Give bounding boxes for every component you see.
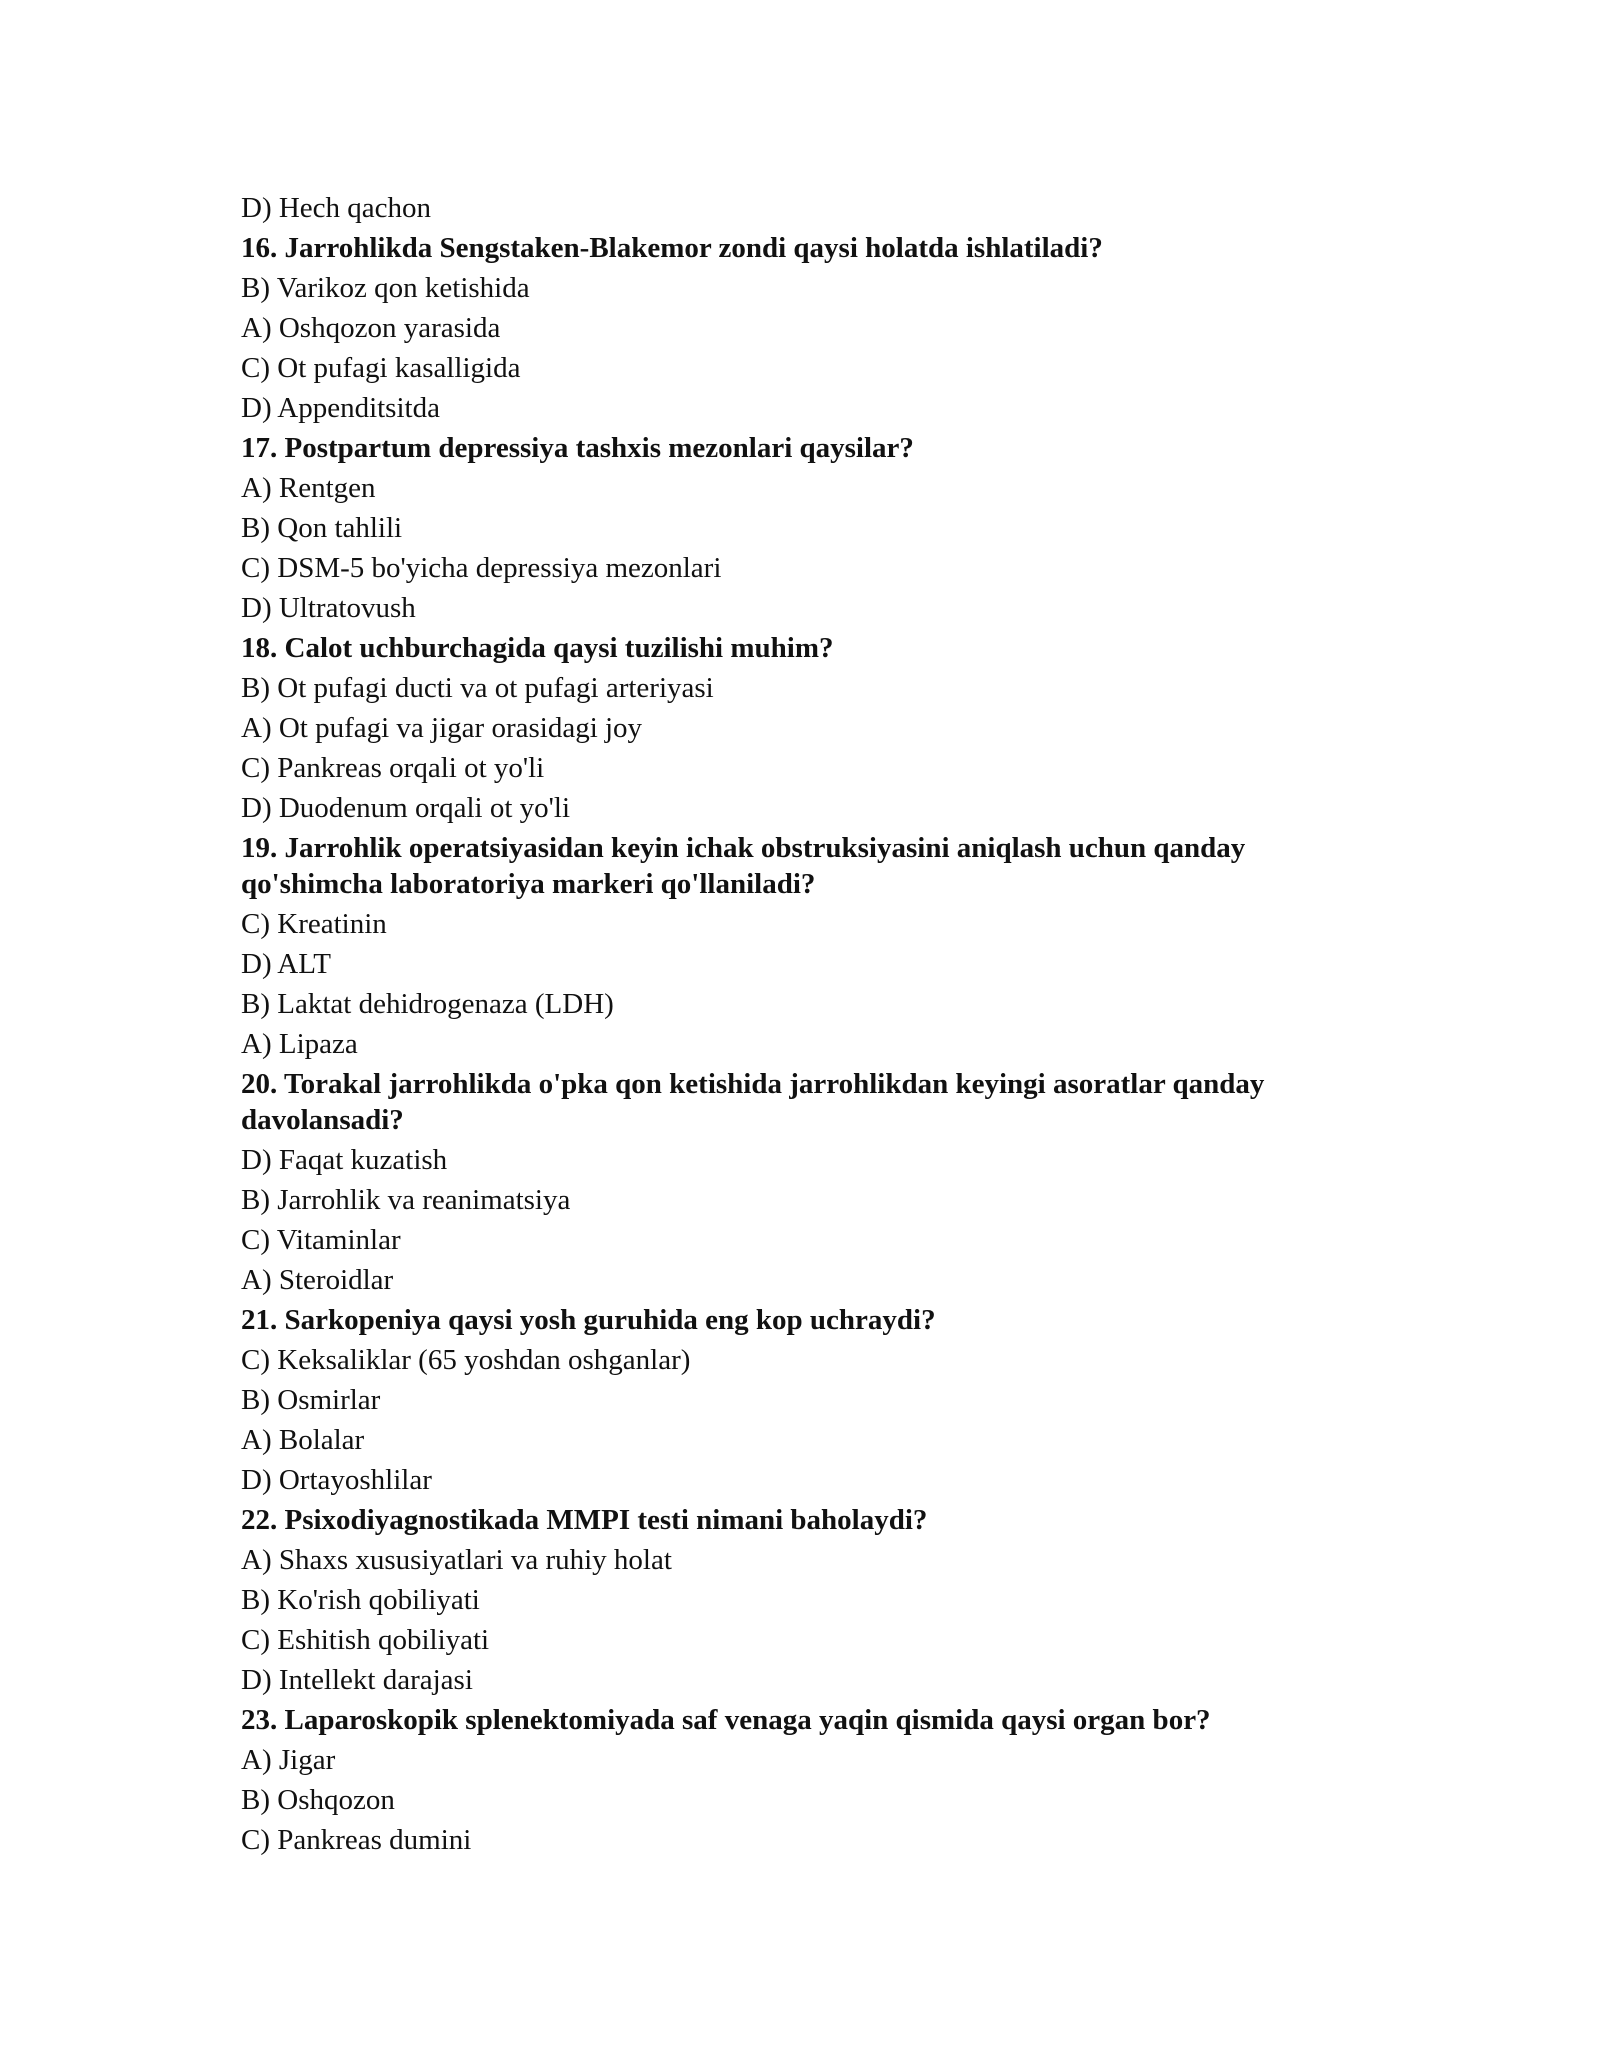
answer-option: D) Ortayoshlilar [241,1464,432,1496]
answer-option: C) Pankreas orqali ot yo'li [241,752,545,784]
answer-option: A) Lipaza [241,1028,358,1060]
answer-option: C) Pankreas dumini [241,1824,472,1856]
answer-option: B) Oshqozon [241,1784,395,1816]
answer-option: D) Ultratovush [241,592,416,624]
answer-option: D) Faqat kuzatish [241,1144,448,1176]
answer-option: C) Vitaminlar [241,1224,401,1256]
answer-option: A) Jigar [241,1744,336,1776]
answer-option: C) Keksaliklar (65 yoshdan oshganlar) [241,1344,691,1376]
answer-option: B) Osmirlar [241,1384,381,1416]
answer-option: A) Oshqozon yarasida [241,312,501,344]
question-text: 17. Postpartum depressiya tashxis mezonlari qaysilar? [241,432,914,464]
answer-option: A) Rentgen [241,472,376,504]
answer-option: A) Steroidlar [241,1264,394,1296]
answer-option: B) Qon tahlili [241,512,403,544]
answer-option: C) Eshitish qobiliyati [241,1624,490,1656]
answer-option: D) Hech qachon [241,192,432,224]
answer-option: B) Varikoz qon ketishida [241,272,530,304]
question-text: 16. Jarrohlikda Sengstaken-Blakemor zondi qaysi holatda ishlatiladi? [241,232,1103,264]
answer-option: B) Ko'rish qobiliyati [241,1584,480,1616]
quiz-content [241,188,1391,1860]
question-text: 23. Laparoskopik splenektomiyada saf venaga yaqin qismida qaysi organ bor? [241,1704,1211,1736]
answer-option: C) DSM-5 bo'yicha depressiya mezonlari [241,552,722,584]
answer-option: C) Ot pufagi kasalligida [241,352,521,384]
question-text: 21. Sarkopeniya qaysi yosh guruhida eng kop uchraydi? [241,1304,936,1336]
question-text: 22. Psixodiyagnostikada MMPI testi nimani baholaydi? [241,1504,928,1536]
answer-option: D) ALT [241,948,331,980]
answer-option: B) Laktat dehidrogenaza (LDH) [241,988,614,1020]
answer-option: A) Shaxs xususiyatlari va ruhiy holat [241,1544,672,1576]
answer-option: A) Ot pufagi va jigar orasidagi joy [241,712,643,744]
answer-option: C) Kreatinin [241,908,387,940]
answer-option: D) Intellekt darajasi [241,1664,473,1696]
answer-option: A) Bolalar [241,1424,365,1456]
answer-option: B) Jarrohlik va reanimatsiya [241,1184,571,1216]
answer-option: D) Appenditsitda [241,392,440,424]
question-text: 20. Torakal jarrohlikda o'pka qon ketishida jarrohlikdan keyingi asoratlar qanday davolansadi? [241,1068,1265,1136]
answer-option: D) Duodenum orqali ot yo'li [241,792,571,824]
question-text: 19. Jarrohlik operatsiyasidan keyin ichak obstruksiyasini aniqlash uchun qanday qo'shimcha laboratoriya markeri qo'llaniladi? [241,832,1246,900]
question-text: 18. Calot uchburchagida qaysi tuzilishi muhim? [241,632,834,664]
answer-option: B) Ot pufagi ducti va ot pufagi arteriyasi [241,672,714,704]
